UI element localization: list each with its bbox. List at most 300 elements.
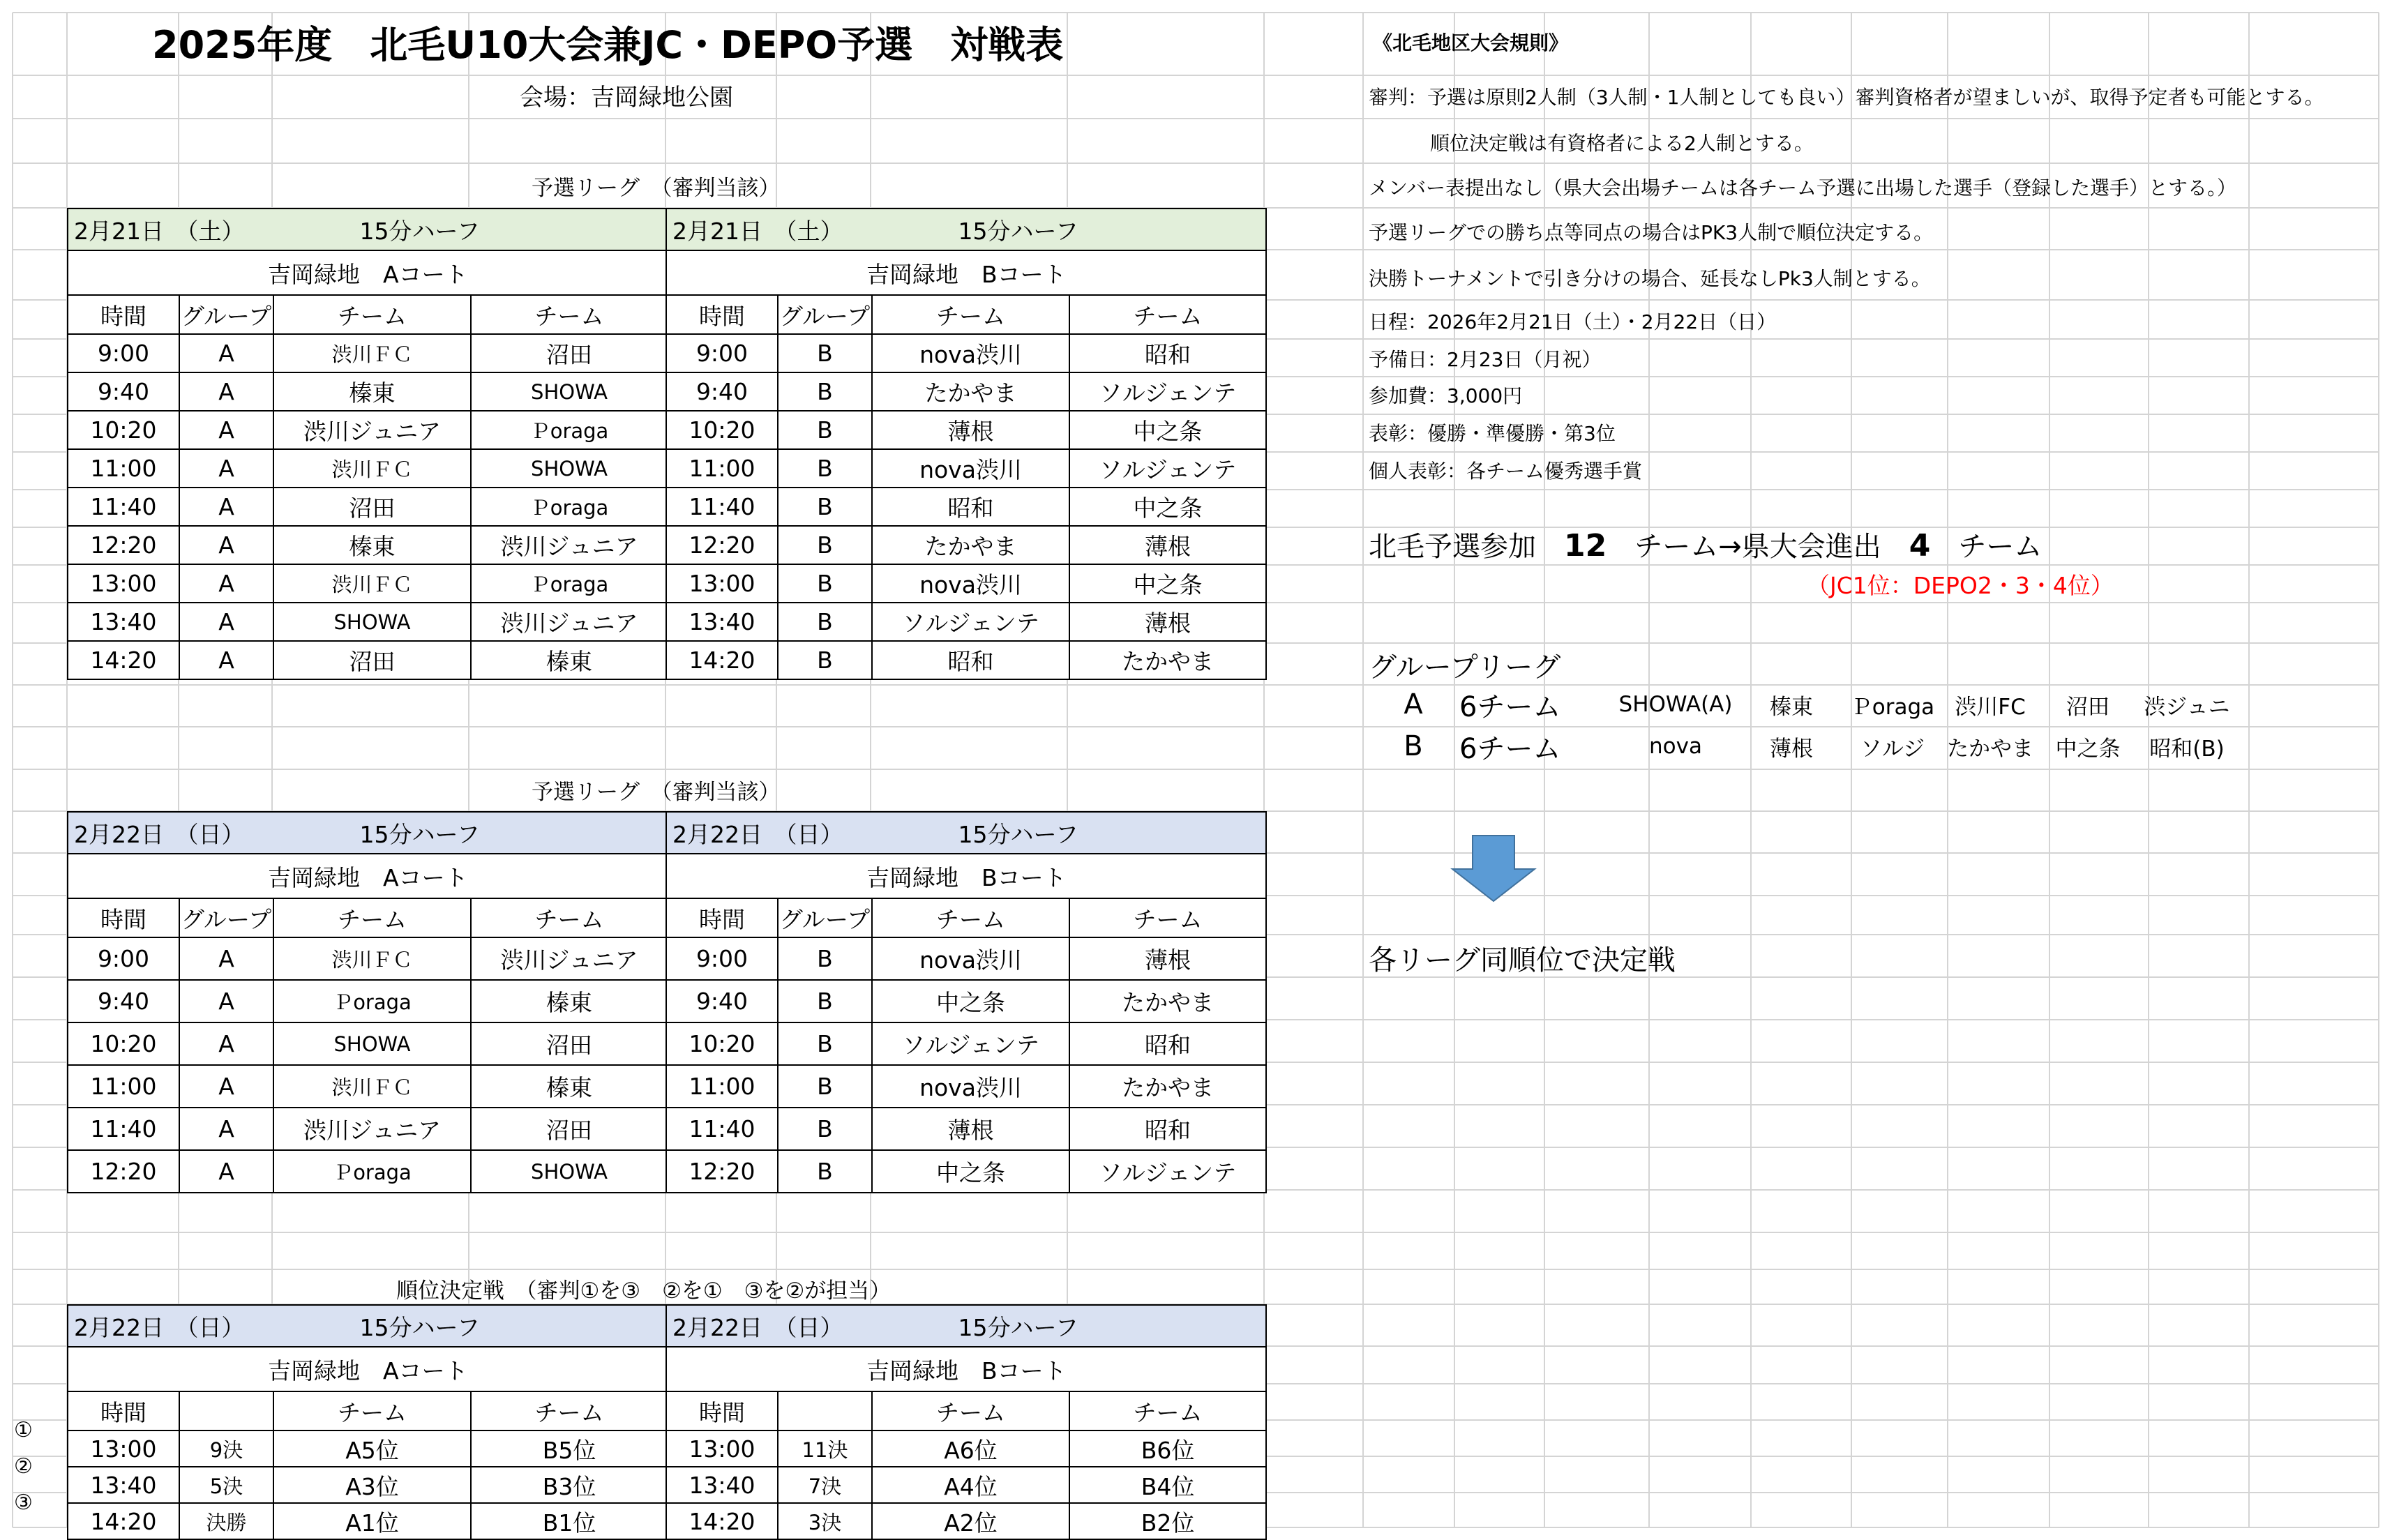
team-cell: 中之条 — [872, 1150, 1069, 1193]
match-time: 12:20 — [68, 1150, 179, 1193]
team-cell: 中之条 — [1069, 488, 1266, 526]
team-cell: B1位 — [471, 1503, 668, 1539]
match-row — [666, 1150, 1266, 1193]
match-row — [666, 1108, 1266, 1150]
match-row — [666, 980, 1266, 1022]
match-row — [666, 1503, 1266, 1539]
match-time: 10:20 — [68, 411, 179, 449]
match-time: 9:00 — [68, 937, 179, 980]
rule-line-8: 参加費：3,000円 — [1369, 384, 1523, 407]
group-a-team: Ｐoraga — [1850, 694, 1935, 720]
team-cell: 沼田 — [273, 488, 471, 526]
team-cell: Ｐoraga — [471, 411, 668, 449]
match-row — [666, 603, 1266, 641]
match-row — [68, 449, 668, 488]
match-group: B — [778, 1108, 872, 1150]
team-cell: ソルジェンテ — [872, 603, 1069, 641]
finals-marker-3: ③ — [14, 1490, 33, 1515]
rule-line-2: 順位決定戦は有資格者による2人制とする。 — [1430, 132, 1814, 155]
match-row — [666, 1467, 1266, 1503]
match-row — [666, 1022, 1266, 1065]
summary-note: （JC1位：DEPO2・3・4位） — [1807, 572, 2114, 599]
team-cell: 中之条 — [872, 980, 1069, 1022]
team-cell: 沼田 — [273, 641, 471, 679]
rule-line-4: 予選リーグでの勝ち点等同点の場合はPK3人制で順位決定する。 — [1369, 221, 1934, 244]
down-arrow-icon — [1450, 834, 1537, 904]
match-group: A — [179, 564, 273, 603]
team-cell: B6位 — [1069, 1430, 1266, 1467]
date-header-cell — [68, 1305, 668, 1347]
column-header: チーム — [1069, 1391, 1266, 1430]
team-cell: 沼田 — [471, 1022, 668, 1065]
match-group: 決勝 — [179, 1503, 273, 1539]
match-group: A — [179, 334, 273, 372]
day1-section-title: 予選リーグ （審判当該） — [532, 176, 781, 201]
court-name: 吉岡緑地 Aコート — [68, 1347, 668, 1391]
match-time: 11:00 — [666, 1065, 778, 1108]
court-name: 吉岡緑地 Aコート — [68, 854, 668, 898]
team-cell: SHOWA — [471, 449, 668, 488]
match-row — [68, 334, 668, 372]
day2-court-a-table — [67, 811, 668, 1193]
match-date: 2月22日 （日） — [672, 1313, 843, 1341]
match-row — [68, 1150, 668, 1193]
match-time: 10:20 — [666, 411, 778, 449]
team-cell: 中之条 — [1069, 564, 1266, 603]
team-cell: ソルジェンテ — [1069, 1150, 1266, 1193]
match-date: 2月22日 （日） — [672, 820, 843, 848]
column-header: チーム — [471, 295, 668, 334]
match-time: 11:40 — [68, 1108, 179, 1150]
column-header: グループ — [179, 295, 273, 334]
match-time: 11:00 — [68, 449, 179, 488]
column-header-row — [666, 898, 1266, 937]
team-cell: A5位 — [273, 1430, 471, 1467]
team-cell: A3位 — [273, 1467, 471, 1503]
match-row — [68, 526, 668, 564]
court-name: 吉岡緑地 Bコート — [666, 854, 1266, 898]
date-header-row — [666, 209, 1266, 250]
team-cell: たかやま — [1069, 1065, 1266, 1108]
team-cell: 渋川ＦＣ — [273, 564, 471, 603]
court-row — [666, 250, 1266, 295]
match-time: 10:20 — [68, 1022, 179, 1065]
rule-line-9: 表彰：優勝・準優勝・第3位 — [1369, 422, 1616, 445]
match-date: 2月22日 （日） — [74, 1313, 245, 1341]
column-header: 時間 — [68, 1391, 179, 1430]
team-cell: A2位 — [872, 1503, 1069, 1539]
court-name: 吉岡緑地 Aコート — [68, 250, 668, 295]
match-row — [666, 526, 1266, 564]
match-time: 13:00 — [666, 564, 778, 603]
team-cell: Ｐoraga — [471, 564, 668, 603]
match-group: A — [179, 411, 273, 449]
group-a-team: 沼田 — [2066, 694, 2109, 720]
column-header-row — [666, 1391, 1266, 1430]
team-cell: 榛東 — [273, 526, 471, 564]
match-time: 12:20 — [666, 1150, 778, 1193]
match-time: 11:40 — [666, 1108, 778, 1150]
match-row — [666, 488, 1266, 526]
team-cell: 榛東 — [273, 372, 471, 411]
court-name: 吉岡緑地 Bコート — [666, 1347, 1266, 1391]
match-time: 9:40 — [68, 372, 179, 411]
date-header-cell — [666, 209, 1266, 250]
match-group: A — [179, 1108, 273, 1150]
team-cell: 渋川ジュニア — [273, 1108, 471, 1150]
team-cell: nova渋川 — [872, 564, 1069, 603]
match-group: B — [778, 603, 872, 641]
team-cell: nova渋川 — [872, 334, 1069, 372]
team-cell: SHOWA — [273, 603, 471, 641]
team-cell: B3位 — [471, 1467, 668, 1503]
court-row — [666, 854, 1266, 898]
team-cell: 渋川ジュニア — [471, 603, 668, 641]
group-row-b — [1367, 725, 2238, 767]
group-a-team: 榛東 — [1770, 694, 1813, 720]
match-time: 9:40 — [68, 980, 179, 1022]
column-header — [179, 1391, 273, 1430]
match-row — [68, 1430, 668, 1467]
match-time: 13:40 — [666, 603, 778, 641]
column-header: チーム — [1069, 898, 1266, 937]
group-b-team: ソルジ — [1860, 736, 1925, 762]
match-group: 3決 — [778, 1503, 872, 1539]
court-row — [68, 1347, 668, 1391]
summary-label-a: 北毛予選参加 — [1369, 531, 1536, 563]
team-cell: Ｐoraga — [471, 488, 668, 526]
page-title: 2025年度 北毛U10大会兼JC・DEPO予選 対戦表 — [152, 23, 1064, 67]
column-header-row — [68, 1391, 668, 1430]
team-cell: 薄根 — [1069, 937, 1266, 980]
column-header: チーム — [471, 1391, 668, 1430]
group-b-team: nova — [1649, 734, 1702, 759]
decision-text: 各リーグ同順位で決定戦 — [1369, 944, 1676, 976]
group-row-a — [1367, 684, 2238, 725]
team-cell: 昭和 — [1069, 334, 1266, 372]
match-row — [68, 411, 668, 449]
date-header-cell — [666, 1305, 1266, 1347]
column-header: グループ — [778, 898, 872, 937]
court-name: 吉岡緑地 Bコート — [666, 250, 1266, 295]
match-time: 9:00 — [666, 334, 778, 372]
team-cell: 昭和 — [1069, 1108, 1266, 1150]
team-cell: 渋川ジュニア — [471, 526, 668, 564]
team-cell: B5位 — [471, 1430, 668, 1467]
rule-line-7: 予備日：2月23日（月祝） — [1369, 348, 1602, 371]
match-row — [666, 334, 1266, 372]
match-group: B — [778, 411, 872, 449]
court-row — [68, 250, 668, 295]
team-cell: たかやま — [1069, 641, 1266, 679]
day2-court-b-table — [665, 811, 1267, 1193]
column-header: チーム — [872, 898, 1069, 937]
match-row — [68, 1503, 668, 1539]
team-cell: SHOWA — [471, 1150, 668, 1193]
match-group: 7決 — [778, 1467, 872, 1503]
match-group: B — [778, 488, 872, 526]
court-row — [666, 1347, 1266, 1391]
team-cell: nova渋川 — [872, 1065, 1069, 1108]
team-cell: A1位 — [273, 1503, 471, 1539]
half-length: 15分ハーフ — [958, 1313, 1078, 1341]
column-header: 時間 — [666, 295, 778, 334]
match-row — [666, 1065, 1266, 1108]
group-b-team: 中之条 — [2055, 736, 2121, 762]
group-b-team: 昭和(B) — [2149, 736, 2225, 762]
rules-heading: 《北毛地区大会規則》 — [1373, 31, 1569, 54]
match-time: 13:40 — [68, 603, 179, 641]
match-group: B — [778, 564, 872, 603]
match-row — [68, 1108, 668, 1150]
match-time: 9:00 — [666, 937, 778, 980]
group-a-team: SHOWA(A) — [1618, 692, 1733, 717]
half-length: 15分ハーフ — [359, 217, 480, 245]
match-time: 12:20 — [68, 526, 179, 564]
match-row — [666, 449, 1266, 488]
rule-line-6: 日程：2026年2月21日（土）・2月22日（日） — [1369, 310, 1777, 333]
date-header-cell — [68, 812, 668, 854]
team-cell: たかやま — [1069, 980, 1266, 1022]
match-group: 9決 — [179, 1430, 273, 1467]
group-name-b: B — [1404, 730, 1423, 762]
team-cell: 渋川ジュニア — [471, 937, 668, 980]
finals-section-title: 順位決定戦 （審判①を③ ②を① ③を②が担当） — [396, 1278, 892, 1304]
team-cell: 榛東 — [471, 641, 668, 679]
match-group: B — [778, 641, 872, 679]
column-header: 時間 — [68, 898, 179, 937]
group-a-team: 渋ジュニ — [2144, 694, 2230, 720]
group-league-heading: グループリーグ — [1369, 651, 1561, 684]
match-time: 9:40 — [666, 980, 778, 1022]
day1-court-b-table — [665, 208, 1267, 680]
match-time: 10:20 — [666, 1022, 778, 1065]
team-cell: 昭和 — [1069, 1022, 1266, 1065]
match-row — [68, 372, 668, 411]
match-row — [68, 1467, 668, 1503]
half-length: 15分ハーフ — [958, 217, 1078, 245]
team-cell: たかやま — [872, 372, 1069, 411]
match-row — [666, 937, 1266, 980]
team-cell: ソルジェンテ — [1069, 372, 1266, 411]
team-cell: Ｐoraga — [273, 980, 471, 1022]
match-row — [666, 372, 1266, 411]
venue-label: 会場：吉岡緑地公園 — [520, 84, 733, 112]
group-a-team: 渋川FC — [1955, 694, 2026, 720]
team-cell: 沼田 — [471, 334, 668, 372]
team-cell: Ｐoraga — [273, 1150, 471, 1193]
column-header-row — [666, 295, 1266, 334]
column-header-row — [68, 898, 668, 937]
column-header: チーム — [273, 295, 471, 334]
match-row — [68, 641, 668, 679]
match-group: B — [778, 1022, 872, 1065]
summary-num-b: 4 — [1909, 528, 1931, 564]
match-group: 11決 — [778, 1430, 872, 1467]
date-header-row — [68, 209, 668, 250]
column-header: 時間 — [666, 1391, 778, 1430]
match-row — [666, 1430, 1266, 1467]
team-cell: 昭和 — [872, 641, 1069, 679]
column-header: チーム — [273, 898, 471, 937]
column-header: チーム — [273, 1391, 471, 1430]
team-cell: 渋川ＦＣ — [273, 937, 471, 980]
half-length: 15分ハーフ — [958, 820, 1078, 848]
match-time: 14:20 — [68, 641, 179, 679]
match-row — [68, 603, 668, 641]
date-header-row — [666, 1305, 1266, 1347]
team-cell: 榛東 — [471, 1065, 668, 1108]
group-count-b: 6チーム — [1459, 732, 1561, 765]
team-cell: 渋川ＦＣ — [273, 334, 471, 372]
summary-num-a: 12 — [1564, 528, 1607, 564]
match-time: 13:00 — [666, 1430, 778, 1467]
finals-marker-2: ② — [14, 1454, 33, 1479]
team-cell: たかやま — [872, 526, 1069, 564]
match-group: B — [778, 334, 872, 372]
match-row — [68, 1022, 668, 1065]
match-date: 2月21日 （土） — [672, 217, 843, 245]
half-length: 15分ハーフ — [359, 1313, 480, 1341]
match-group: A — [179, 449, 273, 488]
match-group: A — [179, 488, 273, 526]
match-time: 13:00 — [68, 1430, 179, 1467]
match-group: B — [778, 449, 872, 488]
column-header: 時間 — [68, 295, 179, 334]
match-time: 9:00 — [68, 334, 179, 372]
date-header-row — [666, 812, 1266, 854]
match-row — [68, 488, 668, 526]
court-row — [68, 854, 668, 898]
column-header: チーム — [872, 295, 1069, 334]
match-time: 9:40 — [666, 372, 778, 411]
match-group: B — [778, 372, 872, 411]
match-group: A — [179, 1065, 273, 1108]
rule-line-5: 決勝トーナメントで引き分けの場合、延長なしPk3人制とする。 — [1369, 267, 1931, 290]
team-cell: SHOWA — [273, 1022, 471, 1065]
team-cell: SHOWA — [471, 372, 668, 411]
group-league-table — [1367, 684, 2238, 767]
match-row — [68, 564, 668, 603]
column-header: チーム — [471, 898, 668, 937]
match-group: B — [778, 980, 872, 1022]
match-time: 13:40 — [666, 1467, 778, 1503]
match-time: 11:00 — [666, 449, 778, 488]
team-cell: A4位 — [872, 1467, 1069, 1503]
finals-court-b-table — [665, 1304, 1267, 1540]
date-header-row — [68, 812, 668, 854]
team-cell: ソルジェンテ — [1069, 449, 1266, 488]
team-cell: 中之条 — [1069, 411, 1266, 449]
finals-court-a-table — [67, 1304, 668, 1540]
team-cell: 昭和 — [872, 488, 1069, 526]
team-cell: 渋川ジュニア — [273, 411, 471, 449]
match-group: A — [179, 526, 273, 564]
column-header — [778, 1391, 872, 1430]
rule-line-10: 個人表彰：各チーム優秀選手賞 — [1369, 460, 1643, 483]
finals-marker-1: ① — [14, 1418, 33, 1442]
match-time: 13:40 — [68, 1467, 179, 1503]
team-cell: 渋川ＦＣ — [273, 1065, 471, 1108]
match-row — [666, 411, 1266, 449]
date-header-cell — [666, 812, 1266, 854]
match-group: A — [179, 937, 273, 980]
match-group: A — [179, 603, 273, 641]
half-length: 15分ハーフ — [359, 820, 480, 848]
match-group: A — [179, 641, 273, 679]
match-group: B — [778, 937, 872, 980]
match-time: 13:00 — [68, 564, 179, 603]
group-count-a: 6チーム — [1459, 690, 1561, 723]
summary-label-b: チーム→県大会進出 — [1634, 531, 1881, 563]
column-header: グループ — [179, 898, 273, 937]
group-b-team: たかやま — [1947, 736, 2033, 762]
team-cell: 薄根 — [1069, 603, 1266, 641]
date-header-row — [68, 1305, 668, 1347]
match-time: 11:40 — [666, 488, 778, 526]
group-b-team: 薄根 — [1770, 736, 1813, 762]
team-cell: 榛東 — [471, 980, 668, 1022]
day1-court-a-table — [67, 208, 668, 680]
team-cell: nova渋川 — [872, 937, 1069, 980]
team-cell: nova渋川 — [872, 449, 1069, 488]
team-cell: B2位 — [1069, 1503, 1266, 1539]
match-date: 2月21日 （土） — [74, 217, 245, 245]
match-group: B — [778, 1150, 872, 1193]
group-name-a: A — [1404, 688, 1423, 720]
match-time: 14:20 — [666, 1503, 778, 1539]
team-cell: 薄根 — [1069, 526, 1266, 564]
rule-line-1: 審判：予選は原則2人制（3人制・1人制としても良い）審判資格者が望ましいが、取得予定者も可能とする。 — [1369, 86, 2324, 109]
date-header-cell — [68, 209, 668, 250]
match-group: A — [179, 1022, 273, 1065]
team-cell: A6位 — [872, 1430, 1069, 1467]
summary-line — [1369, 524, 2042, 564]
team-cell: 沼田 — [471, 1108, 668, 1150]
team-cell: B4位 — [1069, 1467, 1266, 1503]
team-cell: 渋川ＦＣ — [273, 449, 471, 488]
column-header: チーム — [1069, 295, 1266, 334]
team-cell: 薄根 — [872, 411, 1069, 449]
match-time: 14:20 — [666, 641, 778, 679]
match-group: A — [179, 372, 273, 411]
rule-line-3: メンバー表提出なし（県大会出場チームは各チーム予選に出場した選手（登録した選手）とする。） — [1369, 176, 2237, 199]
match-time: 11:00 — [68, 1065, 179, 1108]
match-group: A — [179, 980, 273, 1022]
match-row — [68, 1065, 668, 1108]
column-header-row — [68, 295, 668, 334]
match-time: 12:20 — [666, 526, 778, 564]
team-cell: 薄根 — [872, 1108, 1069, 1150]
match-row — [68, 980, 668, 1022]
day2-section-title: 予選リーグ （審判当該） — [532, 780, 781, 805]
match-time: 11:40 — [68, 488, 179, 526]
match-row — [666, 564, 1266, 603]
column-header: 時間 — [666, 898, 778, 937]
match-group: B — [778, 526, 872, 564]
match-row — [68, 937, 668, 980]
summary-label-c: チーム — [1958, 531, 2043, 563]
match-group: B — [778, 1065, 872, 1108]
column-header: チーム — [872, 1391, 1069, 1430]
match-group: 5決 — [179, 1467, 273, 1503]
match-date: 2月22日 （日） — [74, 820, 245, 848]
match-row — [666, 641, 1266, 679]
column-header: グループ — [778, 295, 872, 334]
match-group: A — [179, 1150, 273, 1193]
match-time: 14:20 — [68, 1503, 179, 1539]
team-cell: ソルジェンテ — [872, 1022, 1069, 1065]
